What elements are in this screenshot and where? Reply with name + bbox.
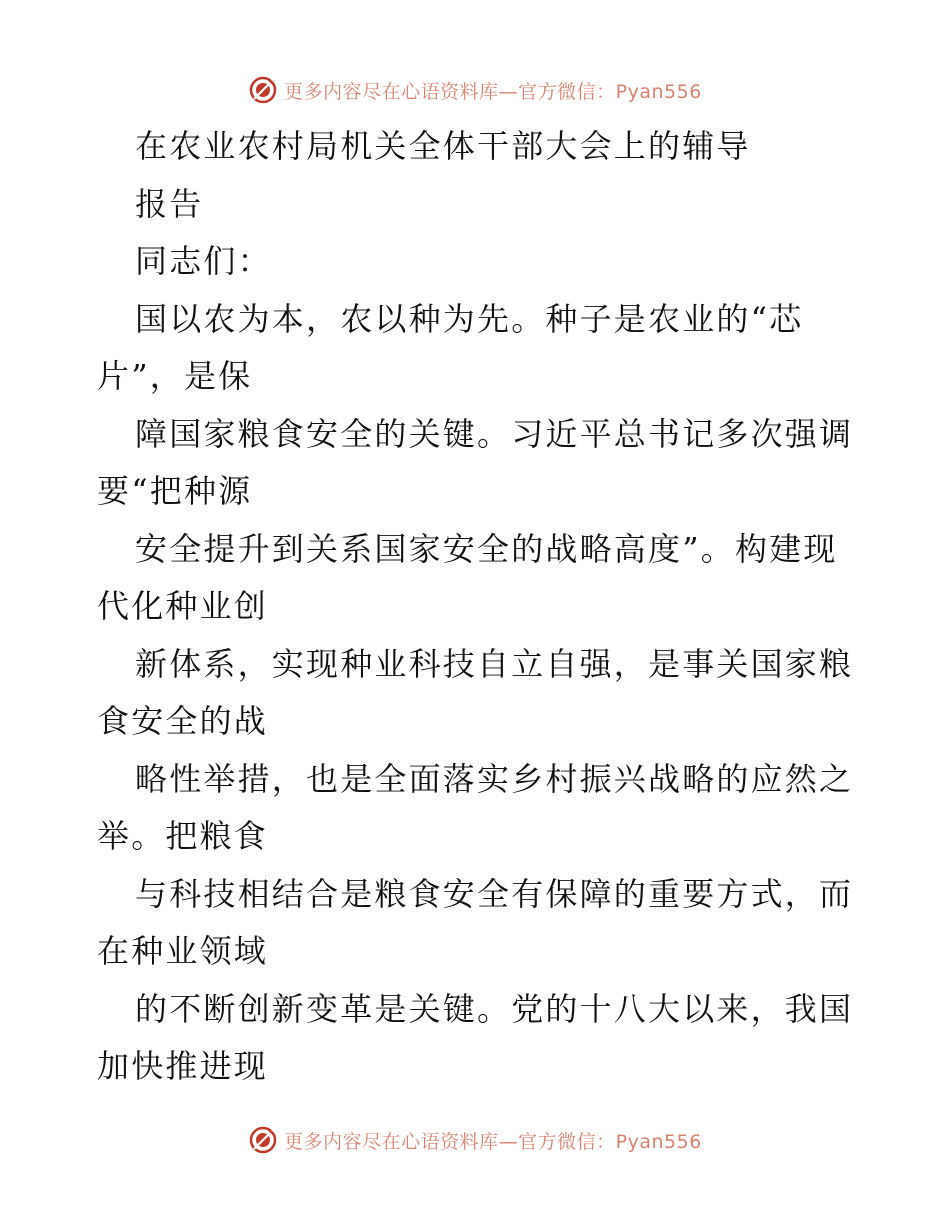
text-line: 新体系，实现种业科技自立自强，是事关国家粮 xyxy=(135,644,854,683)
text-line: 报告 xyxy=(135,184,204,223)
text-line: 安全提升到关系国家安全的战略高度”。构建现 xyxy=(135,529,838,568)
text-line: 加快推进现 xyxy=(97,1047,269,1085)
text-line: 举。把粮食 xyxy=(97,817,269,855)
watermark-text: 更多内容尽在心语资料库—官方微信：Pyan556 xyxy=(284,80,702,103)
document-body xyxy=(97,118,857,1096)
text-line: 国以农为本，农以种为先。种子是农业的“芯 xyxy=(135,299,804,338)
text-line: 在农业农村局机关全体干部大会上的辅导 xyxy=(135,127,751,165)
text-line: 与科技相结合是粮食安全有保障的重要方式，而 xyxy=(135,874,854,913)
text-line: 略性举措，也是全面落实乡村振兴战略的应然之 xyxy=(135,759,854,798)
watermark-header xyxy=(0,70,950,110)
watermark-footer xyxy=(0,1120,950,1160)
text-line: 食安全的战 xyxy=(97,702,269,740)
watermark-text: 更多内容尽在心语资料库—官方微信：Pyan556 xyxy=(284,1130,702,1153)
text-line: 障国家粮食安全的关键。习近平总书记多次强调 xyxy=(135,414,854,453)
text-line: 同志们： xyxy=(135,242,272,280)
pen-seal-icon xyxy=(248,1125,278,1155)
text-line: 在种业领域 xyxy=(97,932,269,970)
text-line: 要“把种源 xyxy=(97,472,253,510)
text-line: 的不断创新变革是关键。党的十八大以来，我国 xyxy=(135,989,854,1028)
text-line: 片”，是保 xyxy=(97,357,253,395)
pen-seal-icon xyxy=(248,75,278,105)
text-line: 代化种业创 xyxy=(97,587,269,625)
